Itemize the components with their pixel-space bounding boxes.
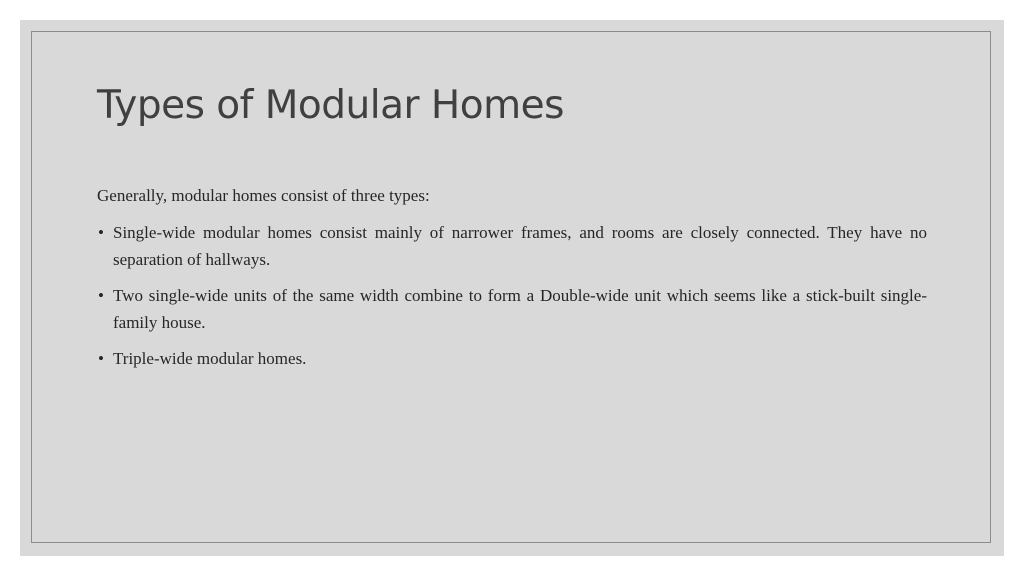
bullet-item-triple-wide — [97, 345, 927, 372]
bullet-item-double-wide — [97, 282, 927, 336]
slide-title: Types of Modular Homes — [97, 83, 564, 128]
bullet-list — [97, 219, 927, 372]
bullet-icon: • — [98, 223, 104, 242]
slide — [20, 20, 1004, 556]
bullet-item-single-wide — [97, 219, 927, 273]
bullet-text: Two single-wide units of the same width combine to form a Double-wide unit which seems like a stick-built single-family house. — [113, 286, 927, 332]
bullet-text: Single-wide modular homes consist mainly of narrower frames, and rooms are closely connected. They have no separation of hallways. — [113, 223, 927, 269]
bullet-text: Triple-wide modular homes. — [113, 349, 307, 368]
bullet-icon: • — [98, 286, 104, 305]
slide-body — [97, 182, 927, 381]
bullet-icon: • — [98, 349, 104, 368]
intro-text: Generally, modular homes consist of three types: — [97, 186, 430, 205]
